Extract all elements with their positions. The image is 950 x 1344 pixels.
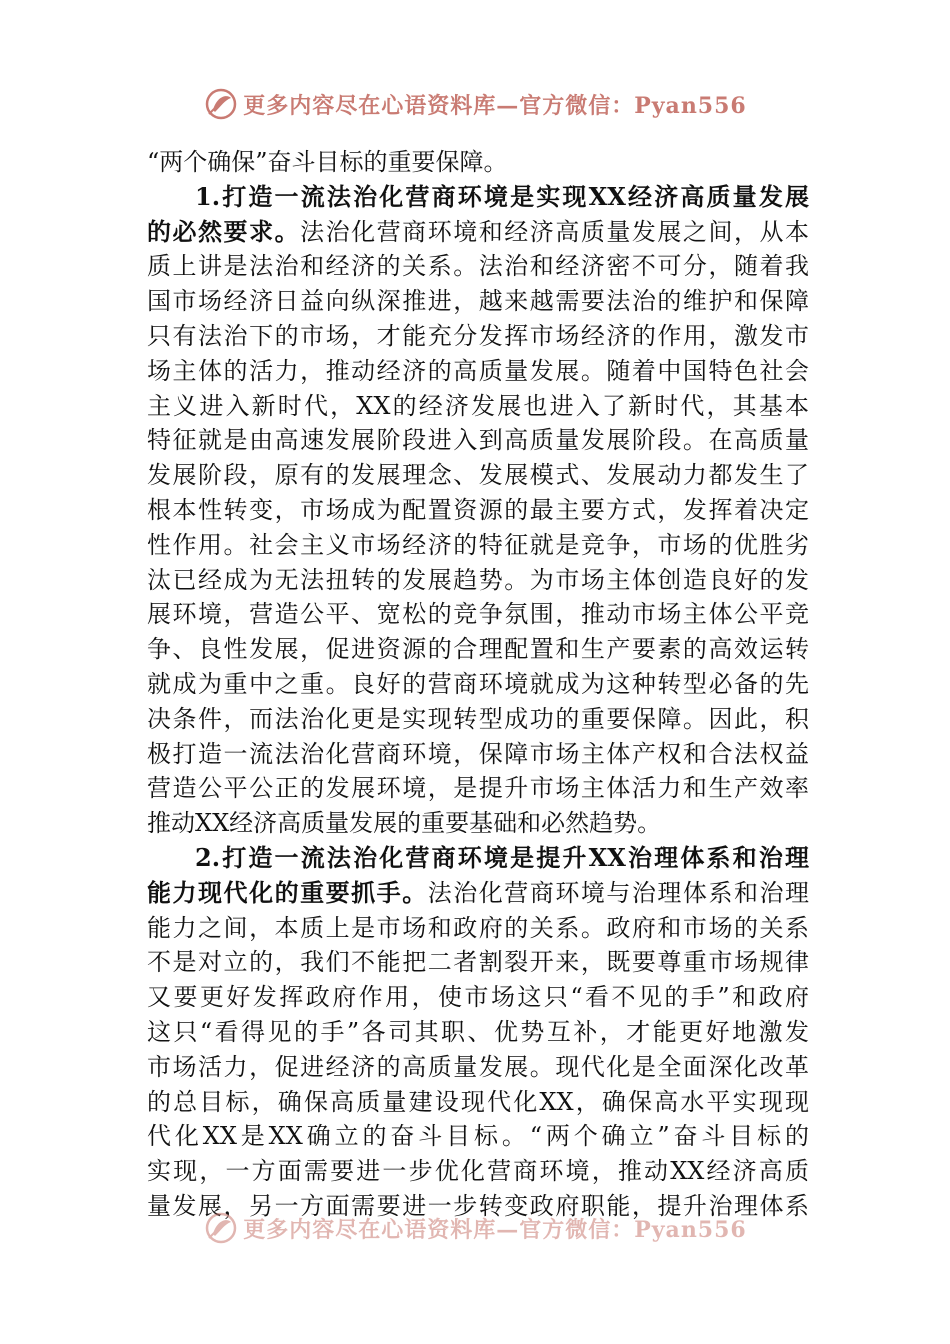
body-text: 质上讲是法治和经济的关系。法治和经济密不可分，随着我	[147, 252, 809, 281]
body-text: 不是对立的，我们不能把二者割裂开来，既要尊重市场规律	[147, 948, 809, 977]
document-body	[147, 145, 809, 1224]
text-line	[147, 597, 809, 632]
text-line	[147, 1050, 809, 1085]
text-line	[147, 1154, 809, 1189]
text-line	[147, 771, 809, 806]
body-text: 决条件，而法治化更是实现转型成功的重要保障。因此，积	[147, 704, 809, 733]
body-text: 根本性转变，市场成为配置资源的最主要方式，发挥着决定	[147, 495, 809, 524]
body-text: 实现，一方面需要进一步优化营商环境，推动XX经济高质	[147, 1157, 809, 1186]
text-line	[147, 911, 809, 946]
stamp-logo-icon	[203, 86, 239, 122]
text-line	[147, 319, 809, 354]
text-line	[147, 737, 809, 772]
watermark-text: 更多内容尽在心语资料库—官方微信：Pyan556	[243, 92, 747, 119]
text-line	[147, 145, 809, 180]
text-line	[147, 1085, 809, 1120]
bold-heading-text: 能力现代化的重要抓手。	[147, 877, 428, 907]
text-line	[147, 563, 809, 598]
paragraph	[147, 145, 809, 180]
text-line	[147, 284, 809, 319]
body-text: “两个确保”奋斗目标的重要保障。	[147, 148, 508, 176]
body-text: 能力之间，本质上是市场和政府的关系。政府和市场的关系	[147, 913, 809, 942]
stamp-logo-icon	[203, 1210, 239, 1246]
text-line	[147, 458, 809, 493]
body-text: 发展阶段，原有的发展理念、发展模式、发展动力都发生了	[147, 461, 809, 490]
paragraph	[147, 841, 809, 1224]
bold-heading-text: 的必然要求。	[147, 216, 301, 246]
paragraph	[147, 180, 809, 841]
text-line	[147, 180, 809, 215]
body-text: 市场活力，促进经济的高质量发展。现代化是全面深化改革	[147, 1052, 809, 1081]
body-text: 展环境，营造公平、宽松的竞争氛围，推动市场主体公平竞	[147, 600, 809, 629]
text-line	[147, 528, 809, 563]
body-text: 又要更好发挥政府作用，使市场这只“看不见的手”和政府	[147, 983, 809, 1012]
body-text: 法治化营商环境与治理体系和治理	[427, 878, 809, 907]
text-line	[147, 423, 809, 458]
body-text: 量发展，另一方面需要进一步转变政府职能，提升治理体系	[147, 1191, 809, 1220]
body-text: 这只“看得见的手”各司其职、优势互补，才能更好地激发	[147, 1017, 809, 1046]
text-line	[147, 215, 809, 250]
watermark-text: 更多内容尽在心语资料库—官方微信：Pyan556	[243, 1216, 747, 1243]
text-line	[147, 1119, 809, 1154]
body-text: 特征就是由高速发展阶段进入到高质量发展阶段。在高质量	[147, 426, 809, 455]
text-line	[147, 806, 809, 841]
body-text: 营造公平公正的发展环境，是提升市场主体活力和生产效率	[147, 774, 809, 803]
body-text: 的总目标，确保高质量建设现代化XX，确保高水平实现现	[147, 1087, 809, 1116]
body-text: 汰已经成为无法扭转的发展趋势。为市场主体创造良好的发	[147, 565, 809, 594]
text-line	[147, 841, 809, 876]
text-line	[147, 980, 809, 1015]
text-line	[147, 702, 809, 737]
text-line	[147, 632, 809, 667]
text-line	[147, 945, 809, 980]
body-text: 法治化营商环境和经济高质量发展之间，从本	[300, 217, 809, 246]
body-text: 主义进入新时代，XX的经济发展也进入了新时代，其基本	[147, 391, 809, 420]
body-text: 国市场经济日益向纵深推进，越来越需要法治的维护和保障	[147, 287, 809, 316]
watermark-header	[0, 86, 950, 126]
body-text: 性作用。社会主义市场经济的特征就是竞争，市场的优胜劣	[147, 530, 809, 559]
text-line	[147, 493, 809, 528]
body-text: 就成为重中之重。良好的营商环境就成为这种转型必备的先	[147, 669, 809, 698]
body-text: 争、良性发展，促进资源的合理配置和生产要素的高效运转	[147, 635, 809, 664]
body-text: 代化XX是XX确立的奋斗目标。“两个确立”奋斗目标的	[147, 1122, 809, 1151]
body-text: 极打造一流法治化营商环境，保障市场主体产权和合法权益	[147, 739, 809, 768]
bold-heading-text: 1.打造一流法治化营商环境是实现XX经济高质量发展	[195, 181, 809, 211]
watermark-footer	[0, 1210, 950, 1250]
body-text: 场主体的活力，推动经济的高质量发展。随着中国特色社会	[147, 356, 809, 385]
text-line	[147, 354, 809, 389]
text-line	[147, 389, 809, 424]
body-text: 只有法治下的市场，才能充分发挥市场经济的作用，激发市	[147, 321, 809, 350]
text-line	[147, 876, 809, 911]
body-text: 推动XX经济高质量发展的重要基础和必然趋势。	[147, 809, 662, 838]
text-line	[147, 1015, 809, 1050]
bold-heading-text: 2.打造一流法治化营商环境是提升XX治理体系和治理	[195, 842, 809, 872]
text-line	[147, 249, 809, 284]
text-line	[147, 667, 809, 702]
